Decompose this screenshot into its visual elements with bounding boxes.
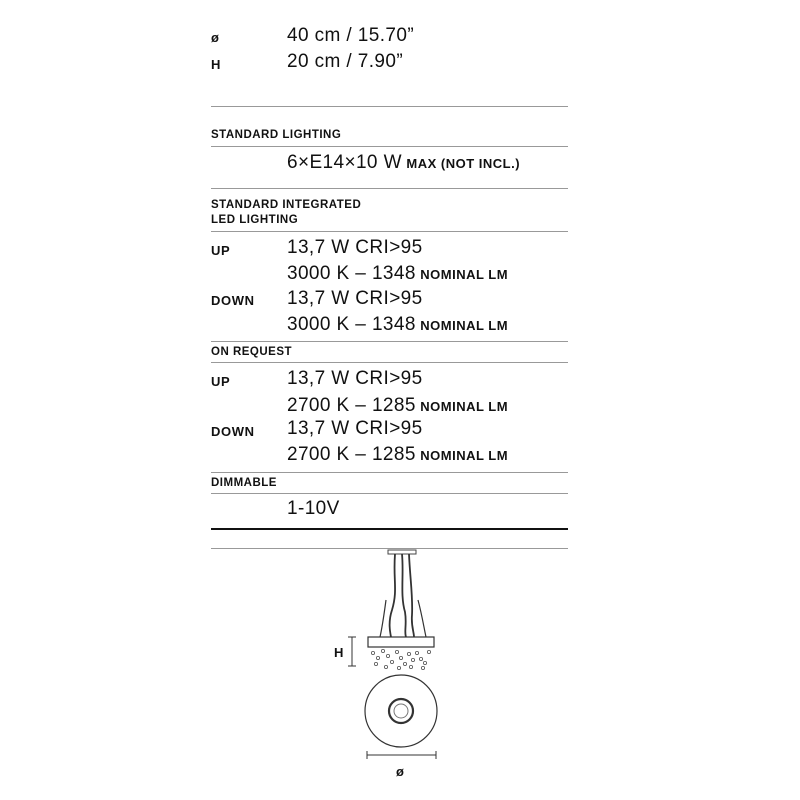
request-up-label: UP [211,374,231,389]
led-up-unit: NOMINAL LM [420,267,509,282]
request-down-value: 2700 K – 1285 [287,444,416,465]
request-down-unit: NOMINAL LM [420,448,509,463]
request-up-unit: NOMINAL LM [420,399,509,414]
diameter-label: ø [211,30,220,45]
dimmable-title: DIMMABLE [211,477,277,489]
integrated-led-title-line2: LED LIGHTING [211,214,299,226]
led-down-label: DOWN [211,293,255,308]
suspension-cables [380,554,426,637]
drawing-diameter-label: ø [396,764,405,779]
dimmable-value: 1-10V [287,498,340,519]
led-up-value: 3000 K – 1348 [287,263,416,284]
standard-lighting-suffix: MAX (NOT INCL.) [406,156,521,171]
ceiling-canopy [388,550,416,554]
height-label: H [211,57,221,72]
standard-lighting-title: STANDARD LIGHTING [211,129,342,141]
request-down-label: DOWN [211,424,255,439]
led-down-value: 3000 K – 1348 [287,314,416,335]
diameter-value: 40 cm / 15.70” [287,25,415,46]
top-view-inner [394,704,408,718]
led-down-unit: NOMINAL LM [420,318,509,333]
request-up-line1: 13,7 W CRI>95 [287,368,423,389]
drawing-height-label: H [334,645,344,660]
height-value: 20 cm / 7.90” [287,51,404,72]
led-down-line1: 13,7 W CRI>95 [287,288,423,309]
height-dimension [348,637,356,666]
request-up-value: 2700 K – 1285 [287,395,416,416]
crystal-drops [371,649,430,669]
request-down-line1: 13,7 W CRI>95 [287,418,423,439]
lamp-body [368,637,434,647]
diameter-dimension [367,751,436,759]
led-up-label: UP [211,243,231,258]
integrated-led-title-line1: STANDARD INTEGRATED [211,199,362,211]
standard-lighting-value: 6×E14×10 W [287,152,402,173]
led-up-line1: 13,7 W CRI>95 [287,237,423,258]
on-request-title: ON REQUEST [211,346,293,358]
